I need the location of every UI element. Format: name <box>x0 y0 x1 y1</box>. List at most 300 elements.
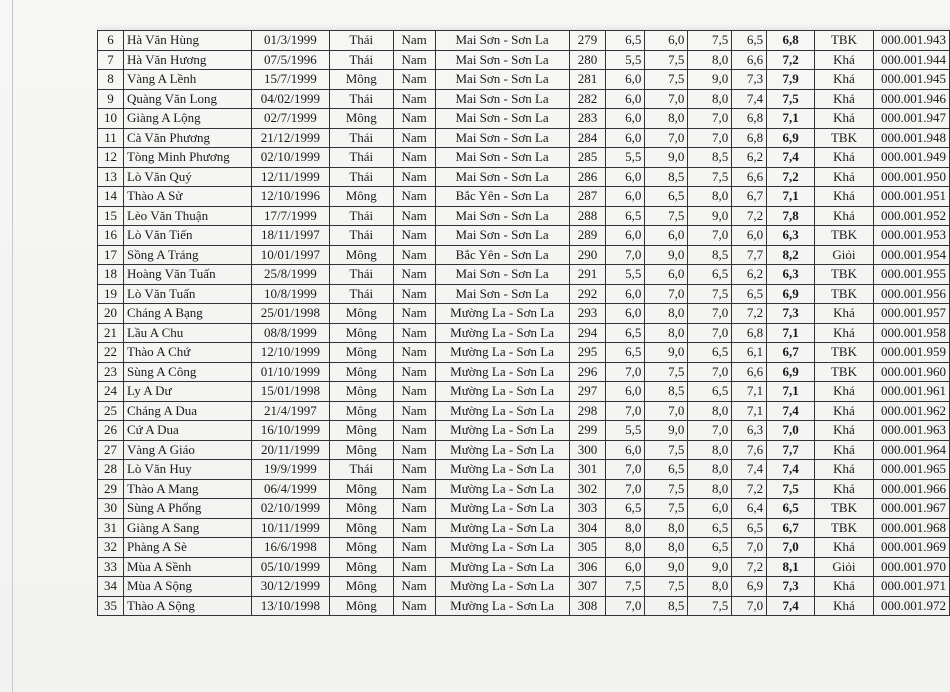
score-4: 6,6 <box>732 167 767 187</box>
candidate-number: 294 <box>569 323 606 343</box>
ethnicity: Thái <box>329 89 393 109</box>
score-4: 6,8 <box>732 109 767 129</box>
score-3: 7,0 <box>688 362 732 382</box>
classification: Khá <box>815 50 874 70</box>
gender: Nam <box>393 499 435 519</box>
score-3: 8,0 <box>688 440 732 460</box>
date-of-birth: 12/10/1999 <box>251 343 329 363</box>
candidate-number: 296 <box>569 362 606 382</box>
gender: Nam <box>393 343 435 363</box>
score-4: 7,2 <box>732 304 767 324</box>
student-name: Lầu A Chu <box>123 323 251 343</box>
score-3: 7,5 <box>688 167 732 187</box>
score-1: 6,5 <box>606 31 645 51</box>
gender: Nam <box>393 421 435 441</box>
ethnicity: Mông <box>329 479 393 499</box>
candidate-number: 299 <box>569 421 606 441</box>
score-3: 6,5 <box>688 518 732 538</box>
address: Mường La - Sơn La <box>435 479 569 499</box>
date-of-birth: 25/01/1998 <box>251 304 329 324</box>
score-1: 6,0 <box>606 89 645 109</box>
gender: Nam <box>393 206 435 226</box>
certificate-number: 000.001.946 <box>873 89 949 109</box>
score-3: 7,0 <box>688 128 732 148</box>
average-score: 8,1 <box>767 557 815 577</box>
table-row <box>98 128 950 148</box>
certificate-number: 000.001.967 <box>873 499 949 519</box>
classification: Khá <box>815 421 874 441</box>
score-4: 7,2 <box>732 206 767 226</box>
score-4: 7,4 <box>732 89 767 109</box>
score-1: 6,5 <box>606 206 645 226</box>
student-name: Quàng Văn Long <box>123 89 251 109</box>
score-1: 6,0 <box>606 109 645 129</box>
table-row <box>98 284 950 304</box>
student-name: Cháng A Dua <box>123 401 251 421</box>
average-score: 7,5 <box>767 479 815 499</box>
date-of-birth: 01/3/1999 <box>251 31 329 51</box>
table-row <box>98 50 950 70</box>
gender: Nam <box>393 557 435 577</box>
table-row <box>98 265 950 285</box>
row-number: 25 <box>98 401 124 421</box>
row-number: 26 <box>98 421 124 441</box>
candidate-number: 300 <box>569 440 606 460</box>
date-of-birth: 21/4/1997 <box>251 401 329 421</box>
classification: Khá <box>815 479 874 499</box>
classification: Khá <box>815 148 874 168</box>
certificate-number: 000.001.955 <box>873 265 949 285</box>
date-of-birth: 10/11/1999 <box>251 518 329 538</box>
address: Mường La - Sơn La <box>435 421 569 441</box>
address: Mường La - Sơn La <box>435 401 569 421</box>
score-2: 6,0 <box>645 265 688 285</box>
candidate-number: 307 <box>569 577 606 597</box>
score-1: 6,0 <box>606 557 645 577</box>
table-row <box>98 109 950 129</box>
score-2: 7,5 <box>645 362 688 382</box>
score-3: 7,5 <box>688 31 732 51</box>
student-name: Mùa A Sộng <box>123 577 251 597</box>
certificate-number: 000.001.953 <box>873 226 949 246</box>
score-3: 7,0 <box>688 421 732 441</box>
score-2: 9,0 <box>645 421 688 441</box>
candidate-number: 284 <box>569 128 606 148</box>
score-4: 6,6 <box>732 362 767 382</box>
average-score: 7,2 <box>767 167 815 187</box>
certificate-number: 000.001.962 <box>873 401 949 421</box>
score-3: 8,5 <box>688 245 732 265</box>
student-name: Hà Văn Hùng <box>123 31 251 51</box>
student-name: Cứ A Dua <box>123 421 251 441</box>
candidate-number: 282 <box>569 89 606 109</box>
row-number: 22 <box>98 343 124 363</box>
gender: Nam <box>393 577 435 597</box>
table-row <box>98 245 950 265</box>
classification: TBK <box>815 226 874 246</box>
classification: Khá <box>815 538 874 558</box>
average-score: 7,3 <box>767 304 815 324</box>
average-score: 7,4 <box>767 148 815 168</box>
classification: Khá <box>815 323 874 343</box>
score-2: 8,0 <box>645 323 688 343</box>
gender: Nam <box>393 382 435 402</box>
row-number: 12 <box>98 148 124 168</box>
row-number: 21 <box>98 323 124 343</box>
average-score: 6,9 <box>767 284 815 304</box>
ethnicity: Thái <box>329 167 393 187</box>
row-number: 19 <box>98 284 124 304</box>
score-3: 8,0 <box>688 187 732 207</box>
certificate-number: 000.001.970 <box>873 557 949 577</box>
table-row <box>98 382 950 402</box>
table-row <box>98 499 950 519</box>
certificate-number: 000.001.963 <box>873 421 949 441</box>
average-score: 7,9 <box>767 70 815 90</box>
date-of-birth: 16/10/1999 <box>251 421 329 441</box>
address: Mường La - Sơn La <box>435 557 569 577</box>
certificate-number: 000.001.950 <box>873 167 949 187</box>
score-4: 6,5 <box>732 31 767 51</box>
score-1: 6,5 <box>606 499 645 519</box>
score-1: 7,5 <box>606 577 645 597</box>
table-row <box>98 421 950 441</box>
certificate-number: 000.001.957 <box>873 304 949 324</box>
score-2: 8,0 <box>645 109 688 129</box>
classification: TBK <box>815 499 874 519</box>
average-score: 7,8 <box>767 206 815 226</box>
score-2: 6,0 <box>645 226 688 246</box>
row-number: 35 <box>98 596 124 616</box>
row-number: 29 <box>98 479 124 499</box>
table-row <box>98 518 950 538</box>
date-of-birth: 12/10/1996 <box>251 187 329 207</box>
score-4: 6,5 <box>732 518 767 538</box>
score-2: 7,5 <box>645 70 688 90</box>
average-score: 6,3 <box>767 265 815 285</box>
score-3: 9,0 <box>688 557 732 577</box>
score-4: 6,1 <box>732 343 767 363</box>
candidate-number: 288 <box>569 206 606 226</box>
score-2: 6,0 <box>645 31 688 51</box>
row-number: 32 <box>98 538 124 558</box>
row-number: 9 <box>98 89 124 109</box>
student-name: Sùng A Công <box>123 362 251 382</box>
candidate-number: 306 <box>569 557 606 577</box>
gender: Nam <box>393 89 435 109</box>
student-name: Vàng A Lềnh <box>123 70 251 90</box>
student-name: Phàng A Sè <box>123 538 251 558</box>
ethnicity: Mông <box>329 577 393 597</box>
date-of-birth: 13/10/1998 <box>251 596 329 616</box>
average-score: 7,4 <box>767 596 815 616</box>
ethnicity: Mông <box>329 421 393 441</box>
gender: Nam <box>393 226 435 246</box>
row-number: 18 <box>98 265 124 285</box>
ethnicity: Thái <box>329 226 393 246</box>
gender: Nam <box>393 518 435 538</box>
ethnicity: Mông <box>329 362 393 382</box>
row-number: 20 <box>98 304 124 324</box>
classification: Khá <box>815 460 874 480</box>
score-2: 8,5 <box>645 382 688 402</box>
average-score: 7,1 <box>767 382 815 402</box>
ethnicity: Thái <box>329 284 393 304</box>
table-row <box>98 343 950 363</box>
classification: TBK <box>815 265 874 285</box>
certificate-number: 000.001.948 <box>873 128 949 148</box>
candidate-number: 291 <box>569 265 606 285</box>
score-4: 7,0 <box>732 596 767 616</box>
candidate-number: 279 <box>569 31 606 51</box>
average-score: 7,1 <box>767 187 815 207</box>
date-of-birth: 10/8/1999 <box>251 284 329 304</box>
ethnicity: Thái <box>329 206 393 226</box>
score-3: 7,5 <box>688 284 732 304</box>
ethnicity: Mông <box>329 538 393 558</box>
table-row <box>98 167 950 187</box>
score-1: 7,0 <box>606 362 645 382</box>
score-2: 9,0 <box>645 557 688 577</box>
score-2: 6,5 <box>645 187 688 207</box>
ethnicity: Thái <box>329 31 393 51</box>
average-score: 7,1 <box>767 323 815 343</box>
score-1: 7,0 <box>606 401 645 421</box>
score-1: 6,0 <box>606 70 645 90</box>
address: Mường La - Sơn La <box>435 304 569 324</box>
average-score: 7,7 <box>767 440 815 460</box>
row-number: 11 <box>98 128 124 148</box>
gender: Nam <box>393 362 435 382</box>
address: Mường La - Sơn La <box>435 382 569 402</box>
classification: Khá <box>815 109 874 129</box>
address: Mường La - Sơn La <box>435 518 569 538</box>
score-2: 7,5 <box>645 577 688 597</box>
average-score: 6,7 <box>767 343 815 363</box>
ethnicity: Mông <box>329 70 393 90</box>
certificate-number: 000.001.959 <box>873 343 949 363</box>
table-row <box>98 401 950 421</box>
score-4: 6,7 <box>732 187 767 207</box>
score-2: 7,5 <box>645 479 688 499</box>
candidate-number: 292 <box>569 284 606 304</box>
score-1: 6,0 <box>606 167 645 187</box>
address: Mai Sơn - Sơn La <box>435 148 569 168</box>
row-number: 16 <box>98 226 124 246</box>
candidate-number: 295 <box>569 343 606 363</box>
table-row <box>98 538 950 558</box>
classification: Giỏi <box>815 557 874 577</box>
average-score: 6,3 <box>767 226 815 246</box>
score-2: 7,5 <box>645 440 688 460</box>
ethnicity: Thái <box>329 128 393 148</box>
classification: TBK <box>815 128 874 148</box>
gender: Nam <box>393 109 435 129</box>
certificate-number: 000.001.960 <box>873 362 949 382</box>
gender: Nam <box>393 148 435 168</box>
score-2: 8,0 <box>645 538 688 558</box>
candidate-number: 303 <box>569 499 606 519</box>
student-name: Lèo Văn Thuận <box>123 206 251 226</box>
ethnicity: Mông <box>329 499 393 519</box>
certificate-number: 000.001.964 <box>873 440 949 460</box>
classification: TBK <box>815 31 874 51</box>
student-name: Thào A Chứ <box>123 343 251 363</box>
table-row <box>98 440 950 460</box>
address: Bắc Yên - Sơn La <box>435 245 569 265</box>
student-name: Lò Văn Quý <box>123 167 251 187</box>
gender: Nam <box>393 128 435 148</box>
gender: Nam <box>393 31 435 51</box>
ethnicity: Mông <box>329 382 393 402</box>
classification: Khá <box>815 70 874 90</box>
address: Mường La - Sơn La <box>435 596 569 616</box>
score-4: 7,4 <box>732 460 767 480</box>
row-number: 10 <box>98 109 124 129</box>
score-1: 5,5 <box>606 50 645 70</box>
score-2: 7,5 <box>645 499 688 519</box>
student-name: Thào A Mang <box>123 479 251 499</box>
student-name: Thào A Sộng <box>123 596 251 616</box>
row-number: 30 <box>98 499 124 519</box>
date-of-birth: 07/5/1996 <box>251 50 329 70</box>
gender: Nam <box>393 479 435 499</box>
score-4: 6,9 <box>732 577 767 597</box>
average-score: 7,0 <box>767 538 815 558</box>
ethnicity: Mông <box>329 401 393 421</box>
student-name: Ly A Dư <box>123 382 251 402</box>
table-row <box>98 31 950 51</box>
classification: TBK <box>815 362 874 382</box>
row-number: 17 <box>98 245 124 265</box>
score-2: 7,0 <box>645 89 688 109</box>
score-3: 7,0 <box>688 304 732 324</box>
candidate-number: 287 <box>569 187 606 207</box>
gender: Nam <box>393 50 435 70</box>
student-name: Lò Văn Tiến <box>123 226 251 246</box>
score-2: 7,5 <box>645 206 688 226</box>
date-of-birth: 10/01/1997 <box>251 245 329 265</box>
certificate-number: 000.001.952 <box>873 206 949 226</box>
candidate-number: 280 <box>569 50 606 70</box>
score-3: 8,0 <box>688 460 732 480</box>
certificate-number: 000.001.958 <box>873 323 949 343</box>
score-4: 6,8 <box>732 128 767 148</box>
classification: TBK <box>815 284 874 304</box>
student-name: Sùng A Phổng <box>123 499 251 519</box>
average-score: 7,2 <box>767 50 815 70</box>
average-score: 7,1 <box>767 109 815 129</box>
score-4: 7,3 <box>732 70 767 90</box>
ethnicity: Thái <box>329 460 393 480</box>
student-name: Tòng Minh Phương <box>123 148 251 168</box>
score-3: 8,0 <box>688 401 732 421</box>
address: Mai Sơn - Sơn La <box>435 226 569 246</box>
gender: Nam <box>393 538 435 558</box>
score-1: 8,0 <box>606 538 645 558</box>
score-1: 6,0 <box>606 226 645 246</box>
score-2: 9,0 <box>645 148 688 168</box>
score-3: 6,5 <box>688 343 732 363</box>
average-score: 7,0 <box>767 421 815 441</box>
gender: Nam <box>393 401 435 421</box>
score-4: 6,4 <box>732 499 767 519</box>
score-4: 7,2 <box>732 557 767 577</box>
date-of-birth: 08/8/1999 <box>251 323 329 343</box>
ethnicity: Mông <box>329 109 393 129</box>
score-3: 8,0 <box>688 89 732 109</box>
address: Bắc Yên - Sơn La <box>435 187 569 207</box>
candidate-number: 301 <box>569 460 606 480</box>
score-3: 6,5 <box>688 265 732 285</box>
gender: Nam <box>393 245 435 265</box>
certificate-number: 000.001.945 <box>873 70 949 90</box>
date-of-birth: 15/01/1998 <box>251 382 329 402</box>
score-2: 9,0 <box>645 245 688 265</box>
student-name: Mùa A Sềnh <box>123 557 251 577</box>
score-1: 6,5 <box>606 323 645 343</box>
candidate-number: 302 <box>569 479 606 499</box>
certificate-number: 000.001.965 <box>873 460 949 480</box>
classification: TBK <box>815 343 874 363</box>
average-score: 7,3 <box>767 577 815 597</box>
score-1: 5,5 <box>606 421 645 441</box>
score-3: 7,5 <box>688 596 732 616</box>
address: Mai Sơn - Sơn La <box>435 31 569 51</box>
certificate-number: 000.001.943 <box>873 31 949 51</box>
score-2: 8,0 <box>645 304 688 324</box>
table-row <box>98 479 950 499</box>
score-3: 9,0 <box>688 206 732 226</box>
ethnicity: Mông <box>329 518 393 538</box>
score-3: 9,0 <box>688 70 732 90</box>
student-name: Sồng A Tráng <box>123 245 251 265</box>
table-row <box>98 304 950 324</box>
classification: Khá <box>815 167 874 187</box>
date-of-birth: 02/7/1999 <box>251 109 329 129</box>
ethnicity: Mông <box>329 187 393 207</box>
student-name: Thào A Sử <box>123 187 251 207</box>
student-name: Cà Văn Phương <box>123 128 251 148</box>
date-of-birth: 04/02/1999 <box>251 89 329 109</box>
table-row <box>98 557 950 577</box>
candidate-number: 308 <box>569 596 606 616</box>
score-1: 7,0 <box>606 245 645 265</box>
row-number: 8 <box>98 70 124 90</box>
average-score: 6,7 <box>767 518 815 538</box>
candidate-number: 283 <box>569 109 606 129</box>
address: Mai Sơn - Sơn La <box>435 70 569 90</box>
score-4: 6,2 <box>732 148 767 168</box>
score-2: 7,0 <box>645 284 688 304</box>
average-score: 8,2 <box>767 245 815 265</box>
table-row <box>98 148 950 168</box>
row-number: 31 <box>98 518 124 538</box>
ethnicity: Thái <box>329 50 393 70</box>
score-4: 6,6 <box>732 50 767 70</box>
ethnicity: Mông <box>329 245 393 265</box>
classification: Khá <box>815 187 874 207</box>
date-of-birth: 21/12/1999 <box>251 128 329 148</box>
row-number: 15 <box>98 206 124 226</box>
score-1: 7,0 <box>606 596 645 616</box>
row-number: 13 <box>98 167 124 187</box>
certificate-number: 000.001.961 <box>873 382 949 402</box>
student-name: Vàng A Giáo <box>123 440 251 460</box>
score-2: 8,0 <box>645 518 688 538</box>
score-1: 7,0 <box>606 460 645 480</box>
student-name: Hà Văn Hương <box>123 50 251 70</box>
